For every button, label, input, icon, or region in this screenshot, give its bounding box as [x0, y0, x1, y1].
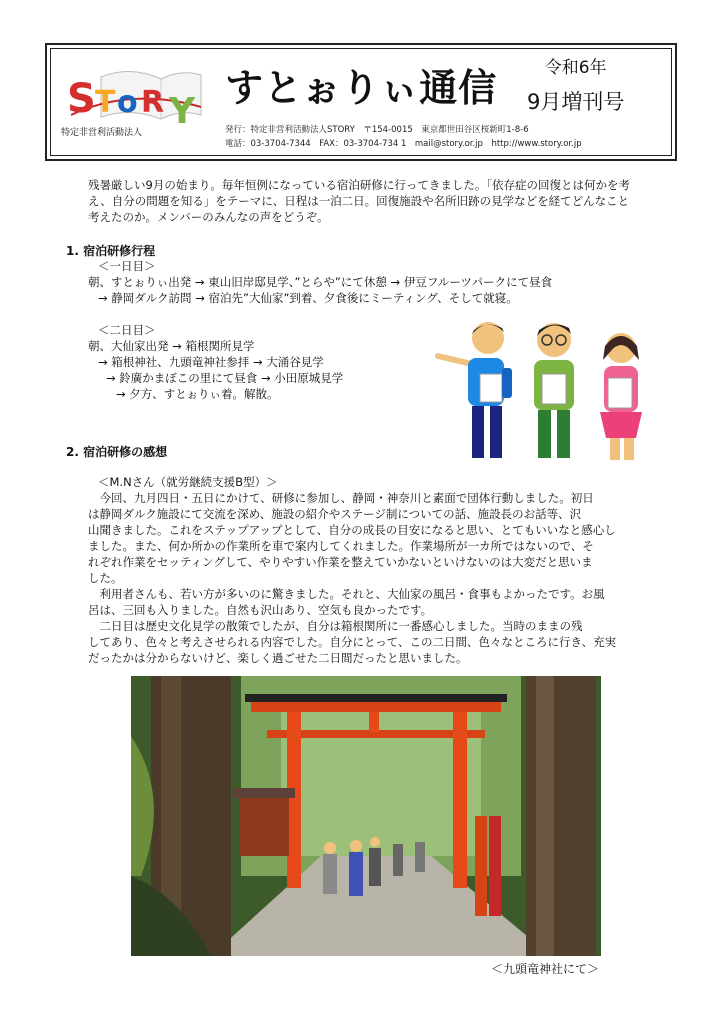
- day1-line: 朝、すとぉりぃ出発 → 東山旧岸邸見学、”とらや”にて休憩 → 伊豆フルーツパークにて昼食: [88, 275, 553, 289]
- intro-line: 残暑厳しい9月の始まり。毎年恒例になっている宿泊研修に行ってきました。「依存症の回復とは何かを考: [88, 178, 631, 192]
- newsletter-header: [45, 43, 677, 161]
- impression-line: 山聞きました。これをステップアップとして、自分の成長の目安になると思い、とてもいいなと感心し: [88, 523, 616, 537]
- impression-line: ました。また、何か所かの作業所を車で案内してくれました。作業場所が一カ所ではないので、そ: [88, 539, 594, 553]
- shrine-photo: [131, 676, 601, 956]
- person-girl: [600, 333, 642, 460]
- svg-text:Y: Y: [169, 91, 196, 132]
- svg-text:T: T: [95, 85, 116, 120]
- intro-paragraph: [88, 177, 648, 225]
- impression-line: 二日目は歴史文化見学の散策でしたが、自分は箱根関所に一番感心しました。当時のままの残: [88, 619, 583, 633]
- impression-line: した。: [88, 571, 123, 585]
- contact-phone-mail: 電話：03-3704-7344 FAX：03-3704-734 1 mail@story.or.jp http://www.story.or.jp: [225, 139, 582, 149]
- day2-line: → 鈴廣かまぼこの里にて昼食 → 小田原城見学: [106, 371, 344, 385]
- day1-label: ＜一日目＞: [98, 259, 156, 273]
- svg-text:R: R: [141, 85, 165, 120]
- section1-heading: 1. 宿泊研修行程: [66, 244, 156, 258]
- svg-text:S: S: [67, 76, 96, 122]
- section2-heading: 2. 宿泊研修の感想: [66, 445, 168, 459]
- impression-line: れぞれ作業をセッティングして、やりやすい作業を整えていかないといけないのは大変だと思いま: [88, 555, 593, 569]
- impression-author: ＜M.Nさん（就労継続支援B型）＞: [98, 475, 278, 489]
- person-with-glasses: [534, 323, 574, 458]
- contact-info: [225, 123, 582, 151]
- day2-line: → 夕方、すとぉりぃ着。解散。: [116, 387, 279, 401]
- impressions: [88, 474, 616, 666]
- contact-address: 発行：特定非営利活動法人STORY 〒154-0015 東京都世田谷区桜新町1-8-6: [225, 125, 529, 135]
- intro-line: 考えたのか。メンバーのみんなの声をどうぞ。: [88, 210, 329, 224]
- impression-line: だったかは分からないけど、楽しく過ごせた二日間だったと思いました。: [88, 651, 468, 665]
- issue-number: 9月増刊号: [527, 90, 625, 114]
- issue-block: [527, 53, 624, 116]
- day2-line: → 箱根神社、九頭竜神社参拝 → 大涌谷見学: [98, 355, 324, 369]
- impression-line: してあり、色々と考えさせられる内容でした。自分にとって、この二日間、色々なところに行き、充実: [88, 635, 617, 649]
- impression-line: 呂は、三回も入りました。自然も沢山あり、空気も良かったです。: [88, 603, 433, 617]
- tour-group-illustration: [432, 312, 667, 470]
- impression-line: 利用者さんも、若い方が多いのに驚きました。それと、大仙家の風呂・食事もよかったです。お風: [88, 587, 605, 601]
- day2-label: ＜二日目＞: [98, 323, 156, 337]
- intro-line: え、自分の問題を知る」をテーマに、日程は一泊二日。回復施設や名所旧跡の見学などを経てどんなこと: [88, 194, 630, 208]
- impression-line: は静岡ダルク施設にて交流を深め、施設の紹介やステージ制についての話、施設長のお話等、沢: [88, 507, 582, 521]
- newsletter-title: すとぉりぃ通信: [225, 66, 498, 110]
- person-pointing: [438, 322, 512, 458]
- photo-caption: ＜九頭竜神社にて＞: [491, 962, 600, 976]
- day1-line: → 静岡ダルク訪問 → 宿泊先”大仙家”到着、夕食後にミーティング、そして就寝。: [98, 291, 518, 305]
- impression-line: 今回、九月四日・五日にかけて、研修に参加し、静岡・神奈川と素面で団体行動しました。初日: [88, 491, 594, 505]
- org-name: 特定非営利活動法人: [61, 128, 143, 138]
- issue-era: 令和6年: [544, 58, 607, 78]
- svg-text:o: o: [117, 85, 138, 120]
- day2-line: 朝、大仙家出発 → 箱根関所見学: [88, 339, 255, 353]
